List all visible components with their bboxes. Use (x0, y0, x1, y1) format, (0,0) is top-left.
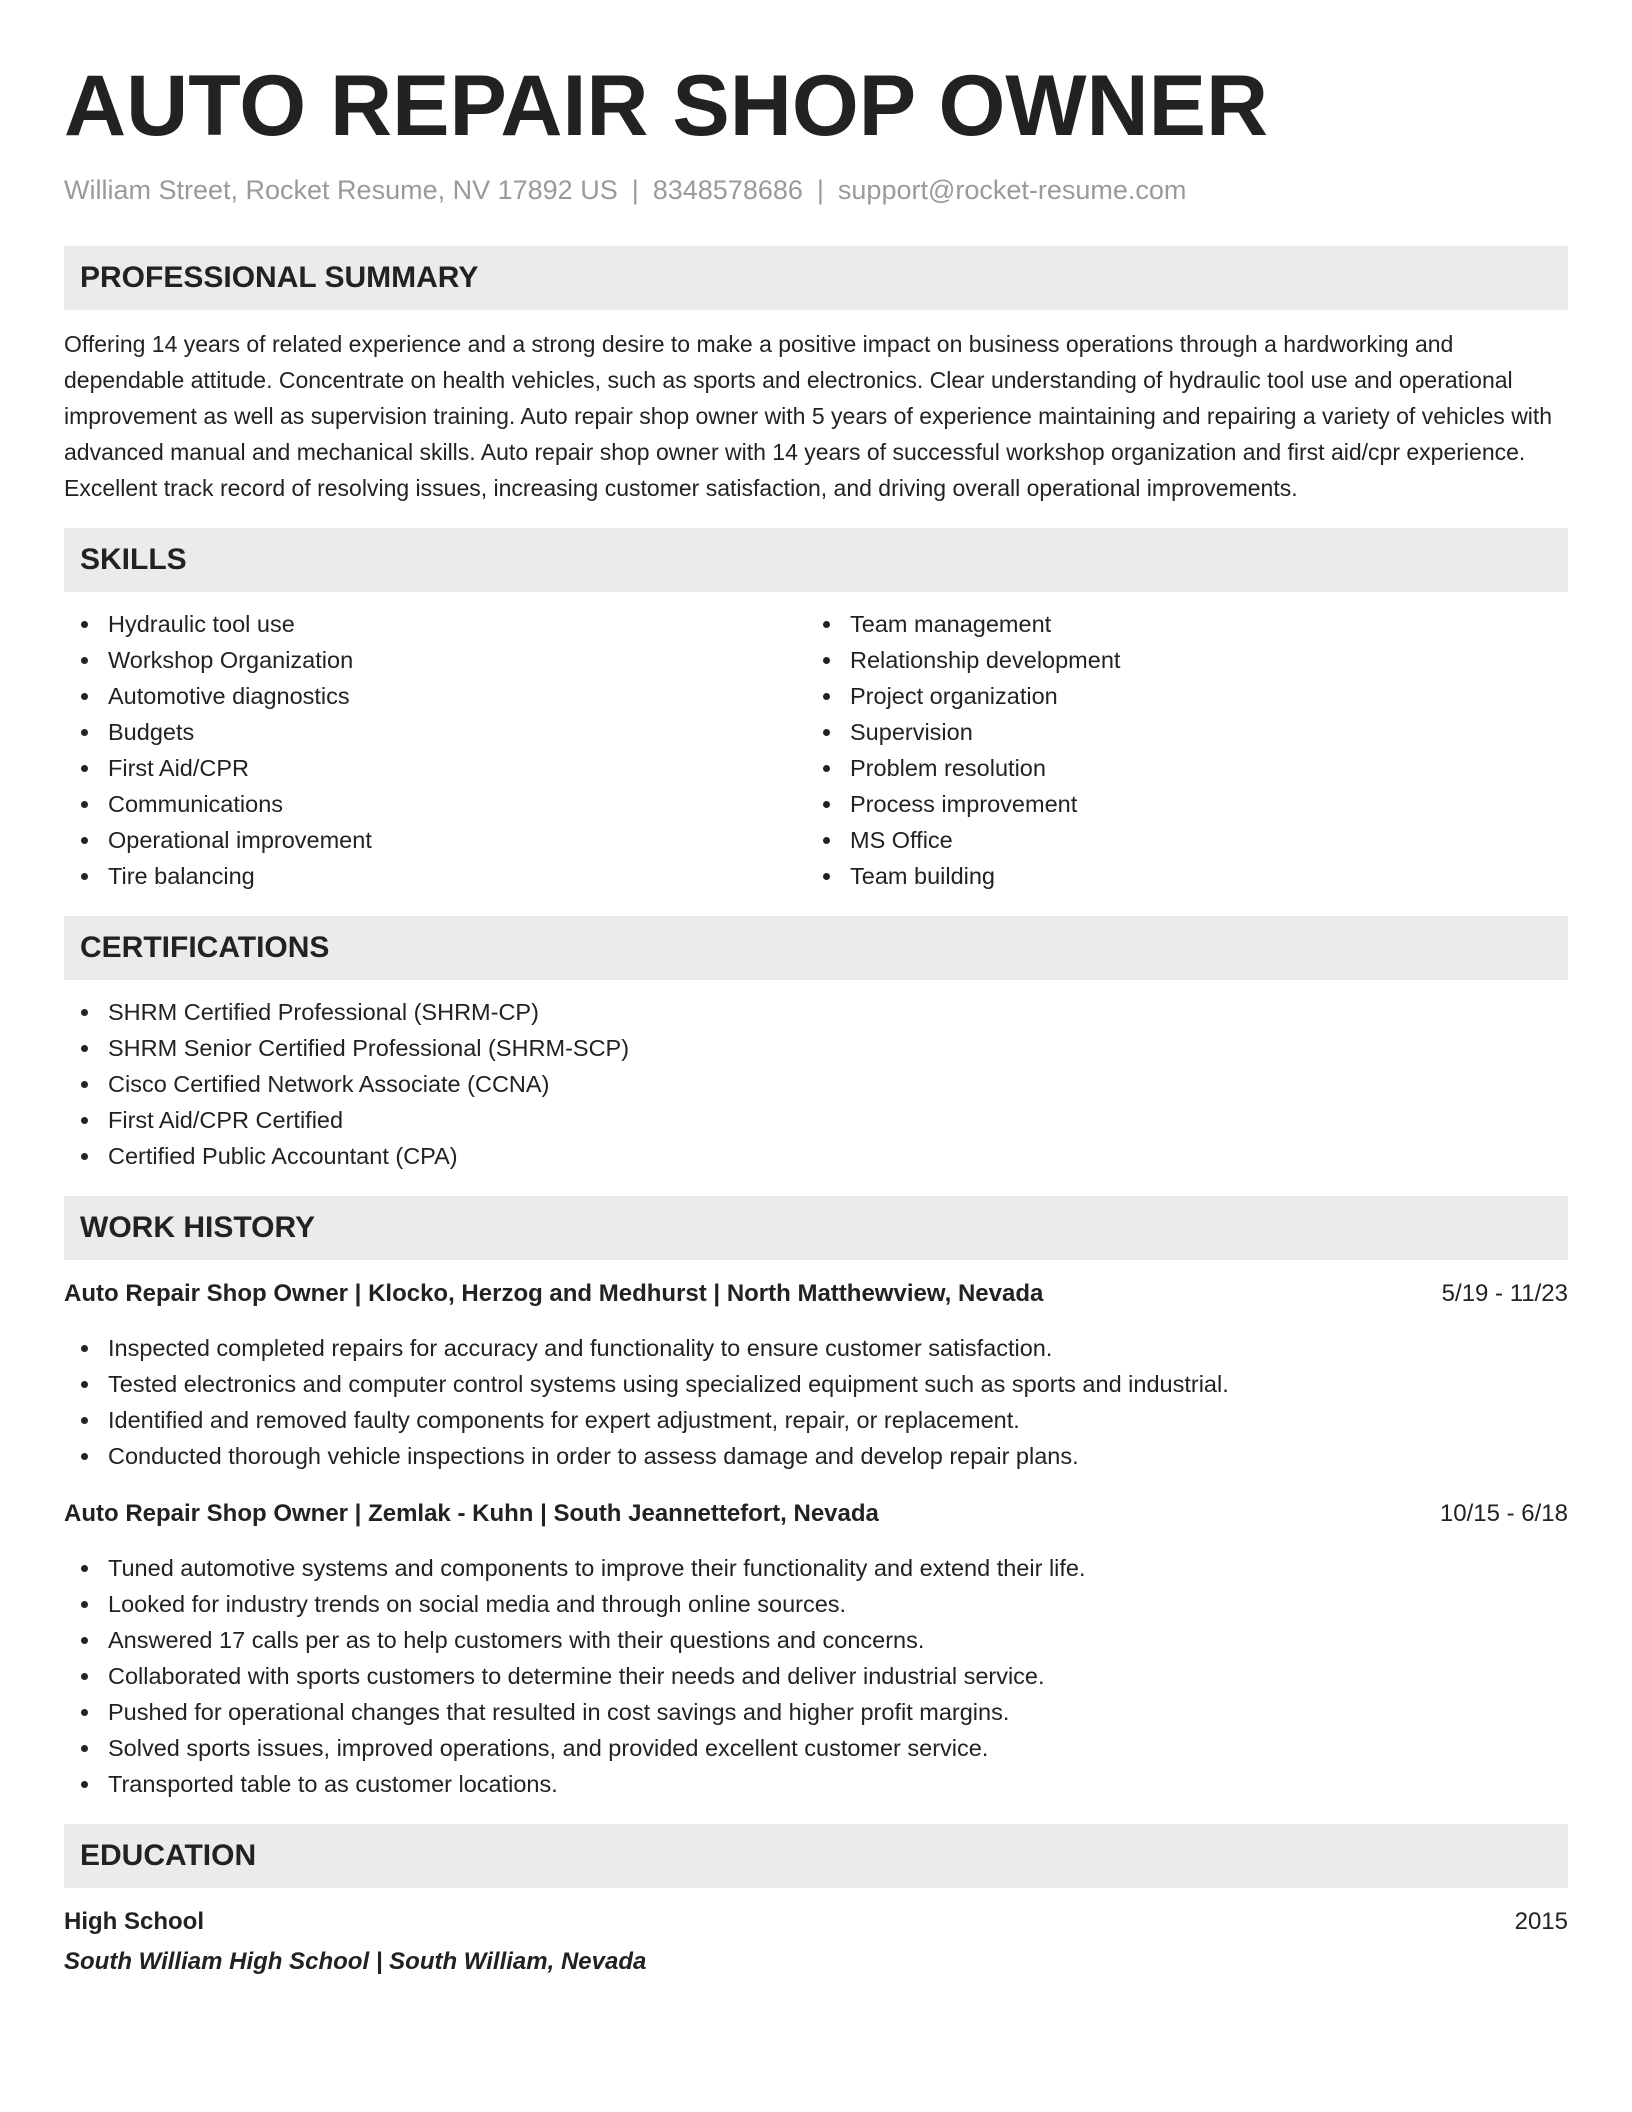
job-duties-list (64, 1532, 1568, 1802)
list-item: Relationship development (806, 642, 1548, 678)
list-item: Answered 17 calls per as to help customers with their questions and concerns. (64, 1622, 1568, 1658)
phone: 8348578686 (652, 175, 803, 205)
job-dates: 5/19 - 11/23 (1441, 1280, 1568, 1307)
list-item: Certified Public Accountant (CPA) (64, 1138, 1568, 1174)
list-item: Inspected completed repairs for accuracy and functionality to ensure customer satisfaction. (64, 1330, 1568, 1366)
section-heading-summary: PROFESSIONAL SUMMARY (64, 246, 1568, 310)
list-item: MS Office (806, 822, 1548, 858)
list-item: Cisco Certified Network Associate (CCNA) (64, 1066, 1568, 1102)
list-item: Project organization (806, 678, 1548, 714)
section-heading-education: EDUCATION (64, 1824, 1568, 1888)
list-item: Pushed for operational changes that resulted in cost savings and higher profit margins. (64, 1694, 1568, 1730)
list-item: Identified and removed faulty components for expert adjustment, repair, or replacement. (64, 1402, 1568, 1438)
list-item: Workshop Organization (64, 642, 806, 678)
list-item: First Aid/CPR (64, 750, 806, 786)
job-title: Auto Repair Shop Owner | Klocko, Herzog and Medhurst | North Matthewview, Nevada (64, 1280, 1044, 1307)
list-item: First Aid/CPR Certified (64, 1102, 1568, 1138)
skills-grid (64, 592, 1568, 894)
education-entry (64, 1888, 1568, 1980)
skills-right-list (806, 606, 1548, 894)
job-entry (64, 1260, 1568, 1474)
certifications-list (64, 980, 1568, 1174)
education-degree: High School (64, 1908, 204, 1935)
separator: | (631, 175, 639, 205)
job-header (64, 1496, 1568, 1532)
job-dates: 10/15 - 6/18 (1439, 1500, 1568, 1527)
education-school: South William High School | South William, Nevada (64, 1948, 647, 1975)
job-title: Auto Repair Shop Owner | Zemlak - Kuhn | South Jeannettefort, Nevada (64, 1500, 879, 1527)
address: William Street, Rocket Resume, NV 17892 US (64, 175, 618, 205)
skills-left-list (64, 606, 806, 894)
separator: | (816, 175, 824, 205)
job-entry (64, 1474, 1568, 1802)
list-item: Problem resolution (806, 750, 1548, 786)
list-item: Team management (806, 606, 1548, 642)
list-item: Communications (64, 786, 806, 822)
list-item: Automotive diagnostics (64, 678, 806, 714)
list-item: SHRM Senior Certified Professional (SHRM-SCP) (64, 1030, 1568, 1066)
list-item: Hydraulic tool use (64, 606, 806, 642)
education-year: 2015 (1514, 1908, 1568, 1935)
list-item: Solved sports issues, improved operations, and provided excellent customer service. (64, 1730, 1568, 1766)
list-item: Supervision (806, 714, 1548, 750)
list-item: Budgets (64, 714, 806, 750)
list-item: Tested electronics and computer control systems using specialized equipment such as sports and industrial. (64, 1366, 1568, 1402)
job-header (64, 1276, 1568, 1312)
job-duties-list (64, 1312, 1568, 1474)
section-heading-certifications: CERTIFICATIONS (64, 916, 1568, 980)
list-item: Conducted thorough vehicle inspections in order to assess damage and develop repair plans. (64, 1438, 1568, 1474)
section-heading-skills: SKILLS (64, 528, 1568, 592)
list-item: Operational improvement (64, 822, 806, 858)
education-header (64, 1904, 1568, 1940)
list-item: Tire balancing (64, 858, 806, 894)
email[interactable]: support@rocket-resume.com (837, 175, 1187, 205)
list-item: Team building (806, 858, 1548, 894)
list-item: Tuned automotive systems and components to improve their functionality and extend their life. (64, 1550, 1568, 1586)
list-item: Transported table to as customer locations. (64, 1766, 1568, 1802)
list-item: Collaborated with sports customers to determine their needs and deliver industrial service. (64, 1658, 1568, 1694)
contact-line (64, 172, 1568, 208)
section-heading-work-history: WORK HISTORY (64, 1196, 1568, 1260)
resume-title: AUTO REPAIR SHOP OWNER (64, 58, 1269, 154)
list-item: Looked for industry trends on social media and through online sources. (64, 1586, 1568, 1622)
list-item: SHRM Certified Professional (SHRM-CP) (64, 994, 1568, 1030)
summary-text: Offering 14 years of related experience and a strong desire to make a positive impact on business operations through a hardworking and dependable attitude. Concentrate on health vehicles, such as sports and electronics. Clear understanding of hydraulic tool use and operational improvement as well as supervision training. Auto repair shop owner with 5 years of experience maintaining and repairing a variety of vehicles with advanced manual and mechanical skills. Auto repair shop owner with 14 years of successful workshop organization and first aid/cpr experience. Excellent track record of resolving issues, increasing customer satisfaction, and driving overall operational improvements. (64, 331, 1553, 501)
list-item: Process improvement (806, 786, 1548, 822)
